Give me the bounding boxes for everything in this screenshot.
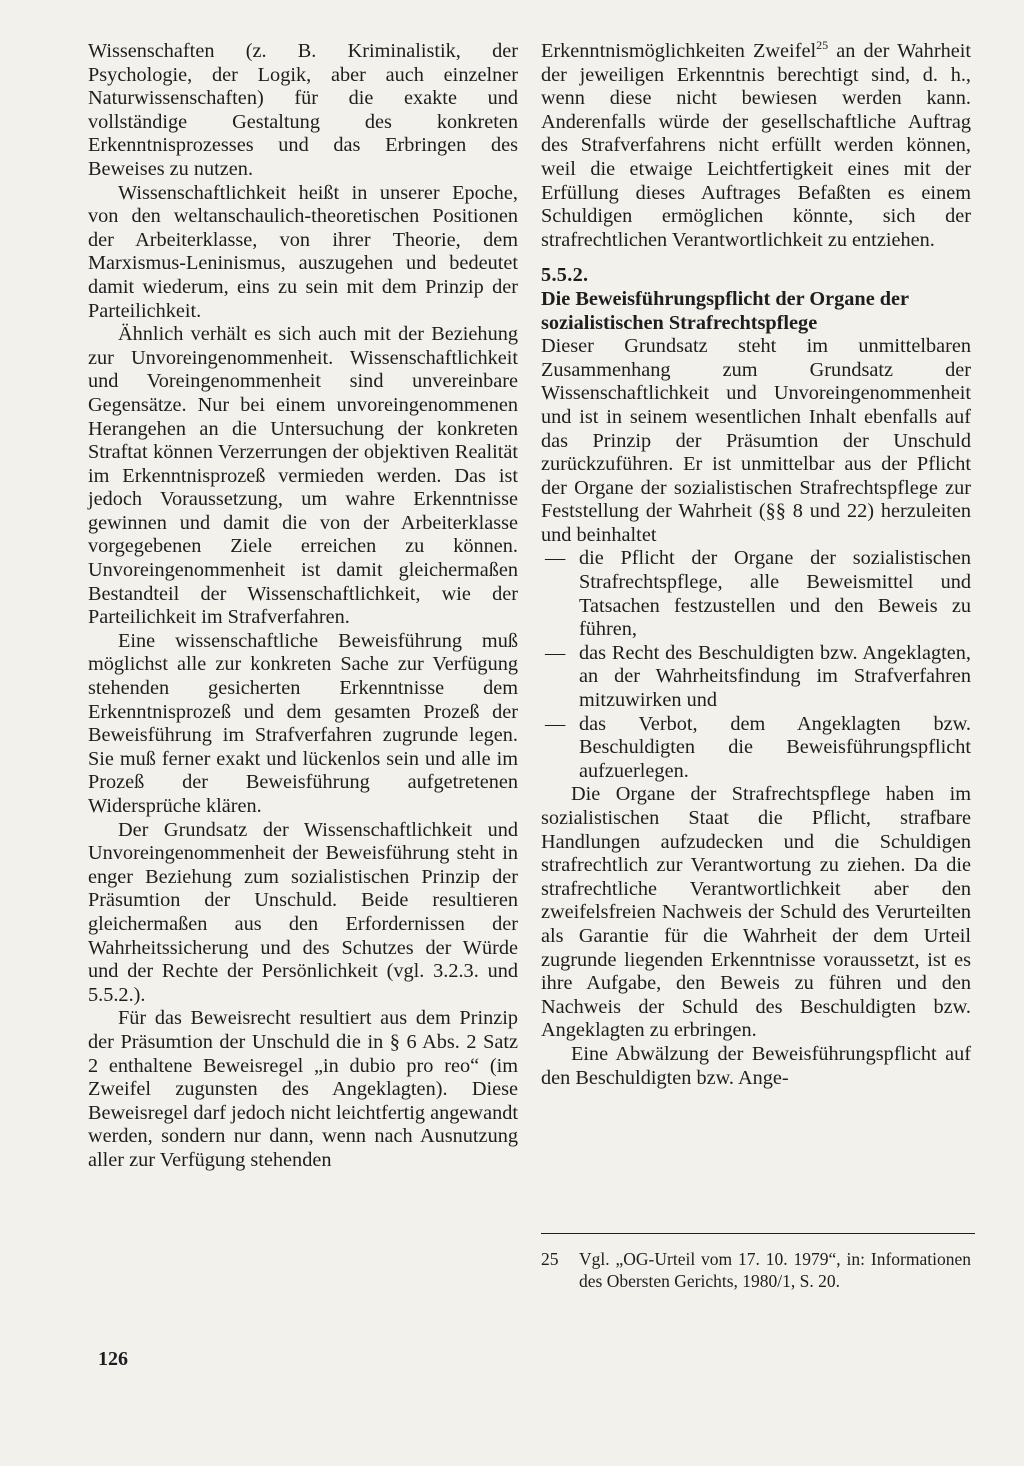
paragraph: Dieser Grundsatz steht im unmittelbaren Zusammenhang zum Grundsatz der Wissenschaftlichkeit und Unvoreingenommenheit und ist in seinem wesentlichen Inhalt ebenfalls auf das Prinzip der Präsumtion der Unschuld zurückzuführen. Er ist unmittelbar aus der Pflicht der Organe der sozialistischen Strafrechtspflege zur Feststellung der Wahrheit (§§ 8 und 22) herzuleiten und beinhaltet xyxy=(541,335,971,546)
footnote xyxy=(541,1248,971,1292)
text-run: an der Wahrheit der jeweiligen Erkenntnis berechtigt sind, d. h., wenn diese nicht bewiesen werden kann. Anderenfalls würde der gesellschaftliche Auftrag des Strafverfahrens nicht erfüllt werden können, weil die etwaige Leichtfertigkeit eines mit der Erfüllung dieses Auftrages Befaßten es einem Schuldigen ermöglichen könnte, sich der strafrechtlichen Verantwortlichkeit zu entziehen. xyxy=(541,40,971,251)
list-item-text: das Verbot, dem Angeklagten bzw. Beschuldigten die Beweisführungspflicht aufzuerlegen. xyxy=(579,712,971,782)
list-item xyxy=(541,713,971,784)
paragraph: Für das Beweisrecht resultiert aus dem Prinzip der Präsumtion der Unschuld die in § 6 Abs. 2 Satz 2 enthaltene Beweisregel „in dubio pro reo“ (im Zweifel zugunsten des Angeklagten). Diese Beweisregel darf jedoch nicht leichtfertig angewandt werden, sondern nur dann, wenn nach Ausnutzung aller zur Verfügung stehenden xyxy=(88,1007,518,1171)
paragraph: Wissenschaftlichkeit heißt in unserer Epoche, von den weltanschaulich-theoretischen Positionen der Arbeiterklasse, von ihrer Theorie, dem Marxismus-Leninismus, auszugehen und bedeutet damit wiederum, eins zu sein mit dem Prinzip der Parteilichkeit. xyxy=(88,181,518,322)
paragraph xyxy=(541,40,971,252)
section-number: 5.5.2. xyxy=(541,264,589,287)
right-column xyxy=(541,40,971,1090)
footnote-reference: 25 xyxy=(816,38,829,52)
dash-list xyxy=(541,547,971,783)
footnote-number: 25 xyxy=(541,1249,559,1269)
dash-bullet: — xyxy=(545,712,566,735)
paragraph: Der Grundsatz der Wissenschaftlichkeit und Unvoreingenommenheit der Beweisführung steht in enger Beziehung zum sozialistischen Prinzip der Präsumtion der Unschuld. Beide resultieren gleichermaßen aus den Erfordernissen der Wahrheitssicherung und des Schutzes der Würde und der Rechte der Persönlichkeit (vgl. 3.2.3. und 5.5.2.). xyxy=(88,818,518,1006)
paragraph: Eine wissenschaftliche Beweisführung muß möglichst alle zur konkreten Sache zur Verfügung stehenden gesicherten Erkenntnisse dem Erkenntnisprozeß und dem gesamten Prozeß der Beweisführung im Strafverfahren zugrunde legen. Sie muß ferner exakt und lückenlos sein und alle im Prozeß der Beweisführung aufgetretenen Widersprüche klären. xyxy=(88,629,518,817)
list-item-text: das Recht des Beschuldigten bzw. Angeklagten, an der Wahrheitsfindung im Strafverfahren mitzuwirken und xyxy=(579,641,971,712)
list-item xyxy=(541,642,971,713)
text-run: Erkenntnismöglichkeiten Zweifel xyxy=(541,40,817,62)
dash-bullet: — xyxy=(545,641,566,664)
footnote-text: Vgl. „OG-Urteil vom 17. 10. 1979“, in: Informationen des Obersten Gerichts, 1980/1, S. 20. xyxy=(579,1249,971,1291)
left-column xyxy=(88,40,518,1173)
footnote-rule xyxy=(541,1233,975,1234)
paragraph: Ähnlich verhält es sich auch mit der Beziehung zur Unvoreingenommenheit. Wissenschaftlichkeit und Voreingenommenheit sind unvereinbare Gegensätze. Nur bei einem unvoreingenommenen Herangehen an die Untersuchung der konkreten Straftat können Verzerrungen der objektiven Realität im Erkenntnisprozeß vermieden werden. Das ist jedoch Voraussetzung, um wahre Erkenntnisse gewinnen und damit die von der Arbeiterklasse vorgegebenen Ziele erreichen zu können. Unvoreingenommenheit ist damit gleichermaßen Bestandteil der Wissenschaftlichkeit, wie der Parteilichkeit im Strafverfahren. xyxy=(88,323,518,629)
section-spacer xyxy=(541,252,971,264)
dash-bullet: — xyxy=(545,547,566,570)
page-number: 126 xyxy=(98,1348,128,1370)
paragraph: Wissenschaften (z. B. Kriminalistik, der Psychologie, der Logik, aber auch einzelner Naturwissenschaften) für die exakte und vollständige Gestaltung des konkreten Erkenntnisprozesses und das Erbringen des Beweises zu nutzen. xyxy=(88,40,518,180)
section-title: Die Beweisführungspflicht der Organe der sozialistischen Strafrechtspflege xyxy=(541,287,909,334)
list-item xyxy=(541,547,971,641)
paragraph: Eine Abwälzung der Beweisführungspflicht auf den Beschuldigten bzw. Ange- xyxy=(541,1042,971,1089)
paragraph: Die Organe der Strafrechtspflege haben im sozialistischen Staat die Pflicht, strafbare Handlungen aufzudecken und die Schuldigen strafrechtlich zur Verantwortung zu ziehen. Da die strafrechtliche Verantwortlichkeit aber den zweifelsfreien Nachweis der Schuld des Verurteilten als Garantie für die Wahrheit der dem Urteil zugrunde liegenden Erkenntnisse voraussetzt, ist es ihre Aufgabe, den Beweis zu führen und den Nachweis der Schuld des Beschuldigten bzw. Angeklagten zu erbringen. xyxy=(541,783,971,1042)
list-item-text: die Pflicht der Organe der sozialistischen Strafrechtspflege, alle Beweismittel und Tatsachen festzustellen und den Beweis zu führen, xyxy=(579,547,971,641)
